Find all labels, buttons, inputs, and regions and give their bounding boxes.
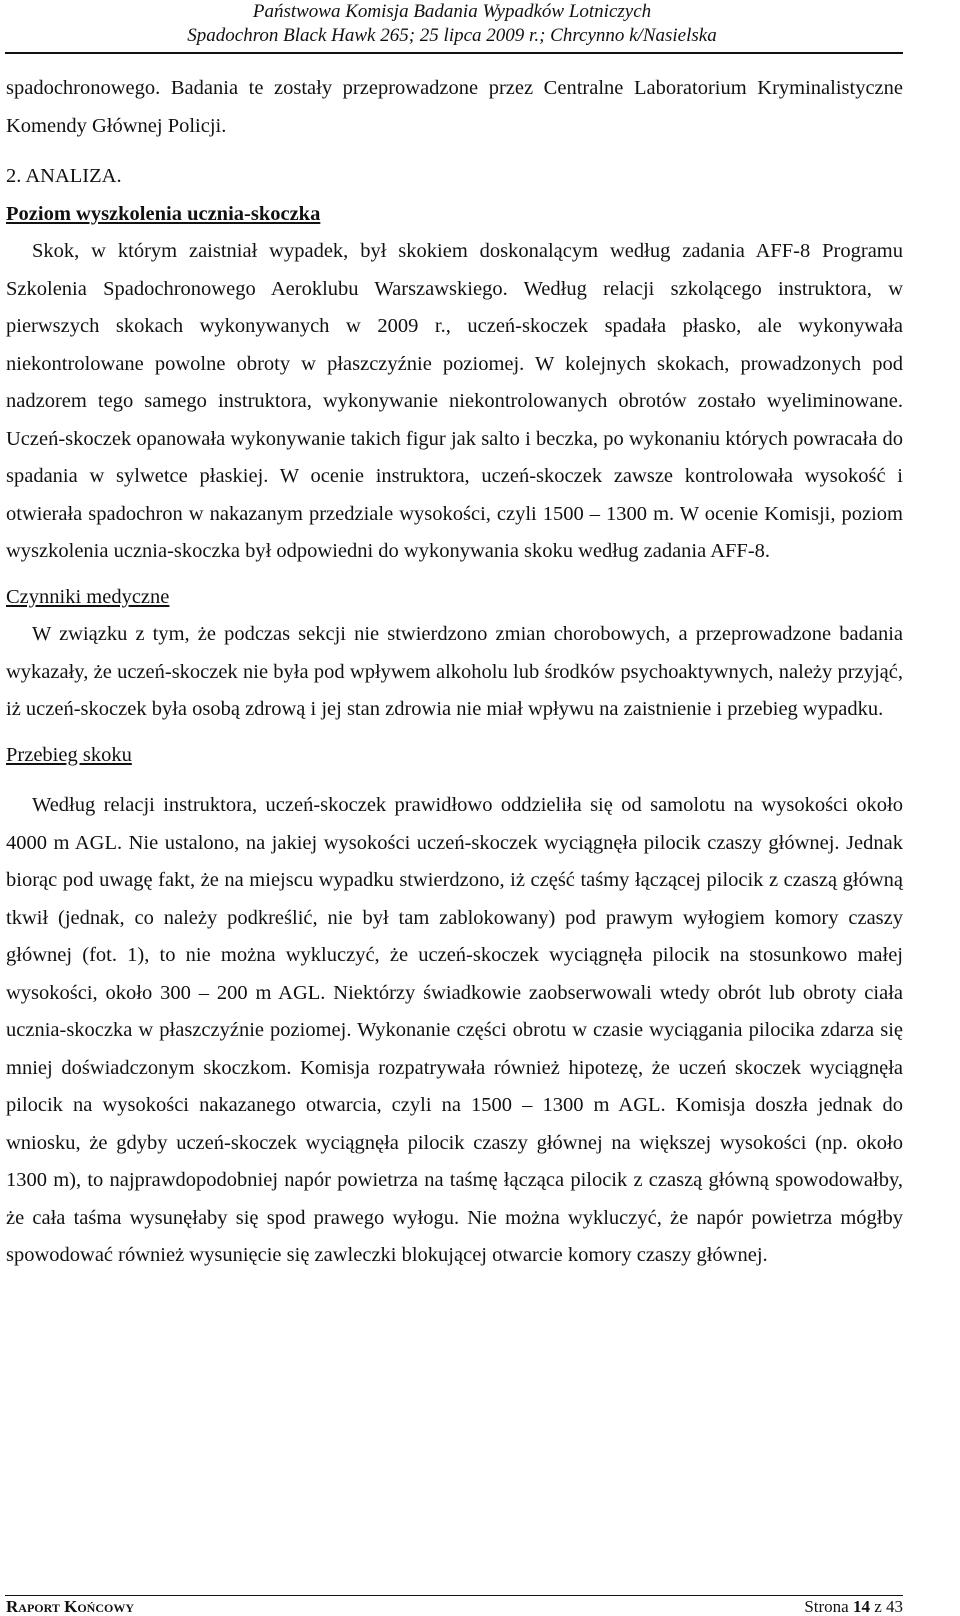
header-commission-name: Państwowa Komisja Badania Wypadków Lotniczych [252,1,652,22]
subsection-title-medical: Czynniki medyczne [6,585,170,608]
jump-paragraph: Według relacji instruktora, uczeń-skoczek prawidłowo oddzieliła się od samolotu na wysokości około 4000 m AGL. Nie ustalono, na jakiej wysokości uczeń-skoczek wyciągnęła pilocik czaszy głównej. Jednak biorąc pod uwagę fakt, że na miejscu wypadku stwierdzono, iż część taśmy łączącej pilocik z czaszą główną tkwił (jednak, co należy podkreślić, nie był tam zablokowany) pod prawym wyłogiem komory czaszy głównej (fot. 1), to nie można wykluczyć, że uczeń-skoczek wyciągnęła pilocik na stosunkowo małej wysokości, około 300 – 200 m AGL. Niektórzy świadkowie zaobserwowali wtedy obrót lub obroty ciała ucznia-skoczka w płaszczyźnie poziomej. Wykonanie części obrotu w czasie wyciągania pilocika zdarza się mniej doświadczonym skoczkom. Komisja rozpatrywała również hipotezę, że uczeń skoczek wyciągnęła pilocik na wysokości nakazanego otwarcia, czyli na 1500 – 1300 m AGL. Komisja doszła jednak do wniosku, że gdyby uczeń-skoczek wyciągnęła pilocik czaszy głównej na większej wysokości (np. około 1300 m), to najprawdopodobniej napór powietrza na taśmę łącząca pilocik z czaszą główną spowodowałby, że cała taśma wysunęłaby się spod prawego wyłogu. Nie można wykluczyć, że napór powietrza mógłby spowodować również wysunięcie się zawleczki blokującej otwarcie komory czaszy głównej. [6,794,903,1266]
footer-divider [5,1595,903,1596]
page-current: 14 [852,1597,870,1616]
subsection-title-training: Poziom wyszkolenia ucznia-skoczka [6,202,321,225]
training-paragraph: Skok, w którym zaistniał wypadek, był skokiem doskonalącym według zadania AFF-8 Programu Szkolenia Spadochronowego Aeroklubu Warszawskiego. Według relacji szkolącego instruktora, w pierwszych skokach wykonywanych w 2009 r., uczeń-skoczek spadała płasko, ale wykonywała niekontrolowane powolne obroty w płaszczyźnie poziomej. W kolejnych skokach, prowadzonych pod nadzorem tego samego instruktora, wykonywanie niekontrolowanych obrotów zostało wyeliminowane. Uczeń-skoczek opanowała wykonywanie takich figur jak salto i beczka, po wykonaniu których powracała do spadania w sylwetce płaskiej. W ocenie instruktora, uczeń-skoczek zawsze kontrolowała wysokość i otwierała spadochron w nakazanym przedziale wysokości, czyli 1500 – 1300 m. W ocenie Komisji, poziom wyszkolenia ucznia-skoczka był odpowiedni do wykonywania skoku według zadania AFF-8. [6,240,903,562]
spacer [6,571,903,579]
subsection-title-jump: Przebieg skoku [6,743,132,766]
header-divider [5,52,903,54]
footer-report-label: Raport Końcowy [6,1597,134,1616]
header-case-title: Spadochron Black Hawk 265; 25 lipca 2009 r.; Chrcynno k/Nasielska [187,25,717,46]
medical-paragraph: W związku z tym, że podczas sekcji nie stwierdzono zmian chorobowych, a przeprowadzone badania wykazały, że uczeń-skoczek nie była pod wpływem alkoholu lub środków psychoaktywnych, należy przyjąć, iż uczeń-skoczek była osobą zdrową i jej stan zdrowia nie miał wpływu na zaistnienie i przebieg wypadku. [6,623,903,720]
intro-paragraph: spadochronowego. Badania te zostały przeprowadzone przez Centralne Laboratorium Kryminalistyczne Komendy Głównej Policji. [6,77,903,137]
document-body [6,70,903,1275]
spacer [6,729,903,737]
page-prefix: Strona [804,1597,849,1616]
footer-page-number [804,1597,903,1616]
spacer [6,145,903,158]
section-title: 2. ANALIZA. [6,165,122,187]
page-separator: z [874,1597,882,1616]
page-header [0,0,904,48]
page-total: 43 [886,1597,903,1616]
spacer [6,774,903,787]
